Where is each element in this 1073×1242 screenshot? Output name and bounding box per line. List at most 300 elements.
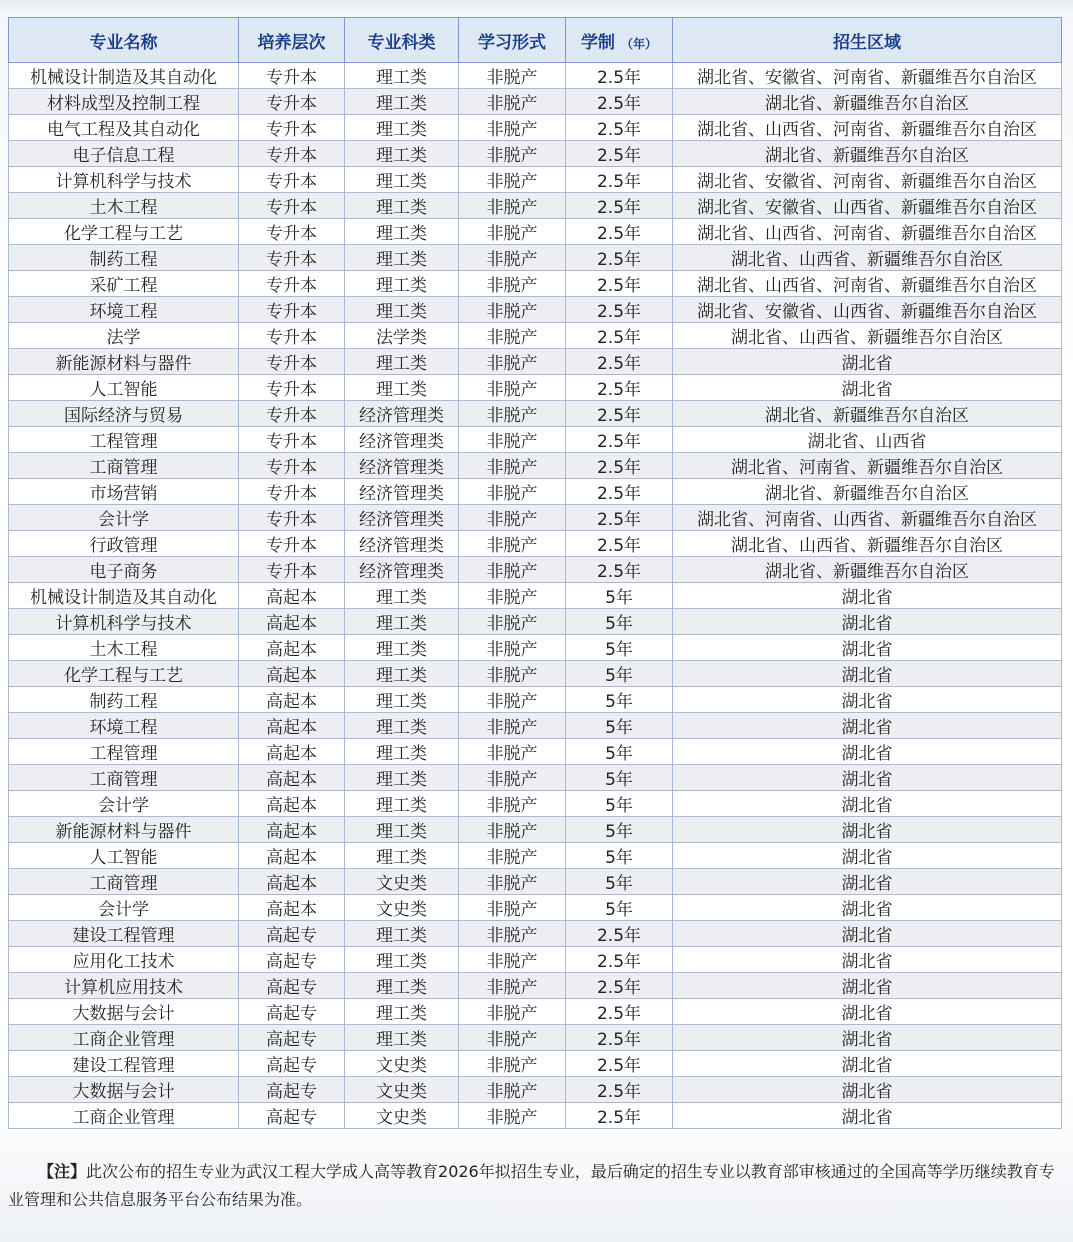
table-row <box>9 1051 1062 1077</box>
cell-study-form: 非脱产 <box>459 921 566 947</box>
table-row <box>9 427 1062 453</box>
cell-level: 高起本 <box>239 713 345 739</box>
cell-duration: 5年 <box>566 765 673 791</box>
table-row <box>9 531 1062 557</box>
cell-study-form: 非脱产 <box>459 635 566 661</box>
footnote-text: 此次公布的招生专业为武汉工程大学成人高等教育2026年拟招生专业，最后确定的招生专业以教育部审核通过的全国高等学历继续教育专业管理和公共信息服务平台公布结果为准。 <box>8 1162 1055 1209</box>
cell-category: 理工类 <box>345 89 459 115</box>
cell-region: 湖北省、山西省、河南省、新疆维吾尔自治区 <box>673 219 1062 245</box>
cell-region: 湖北省、新疆维吾尔自治区 <box>673 89 1062 115</box>
cell-study-form: 非脱产 <box>459 765 566 791</box>
cell-major-name: 电子商务 <box>9 557 239 583</box>
cell-region: 湖北省 <box>673 999 1062 1025</box>
cell-level: 专升本 <box>239 193 345 219</box>
header-major-name: 专业名称 <box>9 18 239 63</box>
cell-major-name: 工商管理 <box>9 453 239 479</box>
cell-category: 理工类 <box>345 739 459 765</box>
cell-level: 专升本 <box>239 375 345 401</box>
cell-duration: 5年 <box>566 895 673 921</box>
header-region: 招生区域 <box>673 18 1062 63</box>
cell-category: 理工类 <box>345 167 459 193</box>
cell-study-form: 非脱产 <box>459 843 566 869</box>
cell-study-form: 非脱产 <box>459 791 566 817</box>
cell-region: 湖北省、山西省、新疆维吾尔自治区 <box>673 245 1062 271</box>
cell-category: 理工类 <box>345 583 459 609</box>
cell-region: 湖北省 <box>673 1051 1062 1077</box>
cell-category: 法学类 <box>345 323 459 349</box>
cell-major-name: 建设工程管理 <box>9 921 239 947</box>
cell-major-name: 会计学 <box>9 505 239 531</box>
cell-duration: 2.5年 <box>566 921 673 947</box>
cell-major-name: 市场营销 <box>9 479 239 505</box>
cell-category: 理工类 <box>345 791 459 817</box>
cell-major-name: 制药工程 <box>9 245 239 271</box>
cell-major-name: 工商管理 <box>9 869 239 895</box>
table-row <box>9 869 1062 895</box>
cell-study-form: 非脱产 <box>459 193 566 219</box>
table-row <box>9 791 1062 817</box>
cell-region: 湖北省、山西省、河南省、新疆维吾尔自治区 <box>673 271 1062 297</box>
cell-region: 湖北省、河南省、山西省、新疆维吾尔自治区 <box>673 505 1062 531</box>
cell-study-form: 非脱产 <box>459 609 566 635</box>
table-row <box>9 89 1062 115</box>
cell-duration: 5年 <box>566 791 673 817</box>
footnote-label: 【注】 <box>38 1162 87 1181</box>
cell-major-name: 工程管理 <box>9 427 239 453</box>
cell-duration: 2.5年 <box>566 245 673 271</box>
cell-category: 文史类 <box>345 1077 459 1103</box>
cell-level: 高起本 <box>239 895 345 921</box>
cell-study-form: 非脱产 <box>459 271 566 297</box>
cell-major-name: 法学 <box>9 323 239 349</box>
cell-level: 专升本 <box>239 557 345 583</box>
table-row <box>9 323 1062 349</box>
cell-level: 高起本 <box>239 869 345 895</box>
enrollment-table <box>8 17 1062 1129</box>
cell-level: 高起本 <box>239 843 345 869</box>
cell-major-name: 行政管理 <box>9 531 239 557</box>
cell-duration: 5年 <box>566 687 673 713</box>
cell-study-form: 非脱产 <box>459 89 566 115</box>
cell-level: 高起本 <box>239 609 345 635</box>
header-duration <box>566 18 673 63</box>
cell-level: 高起专 <box>239 921 345 947</box>
cell-level: 高起本 <box>239 765 345 791</box>
cell-level: 高起专 <box>239 1077 345 1103</box>
cell-level: 专升本 <box>239 401 345 427</box>
cell-duration: 5年 <box>566 583 673 609</box>
cell-study-form: 非脱产 <box>459 947 566 973</box>
cell-duration: 5年 <box>566 869 673 895</box>
cell-study-form: 非脱产 <box>459 895 566 921</box>
cell-study-form: 非脱产 <box>459 479 566 505</box>
cell-study-form: 非脱产 <box>459 505 566 531</box>
cell-study-form: 非脱产 <box>459 167 566 193</box>
cell-major-name: 人工智能 <box>9 375 239 401</box>
cell-duration: 2.5年 <box>566 1077 673 1103</box>
cell-region: 湖北省、山西省、新疆维吾尔自治区 <box>673 531 1062 557</box>
cell-study-form: 非脱产 <box>459 323 566 349</box>
cell-level: 高起本 <box>239 817 345 843</box>
cell-category: 理工类 <box>345 999 459 1025</box>
cell-region: 湖北省 <box>673 921 1062 947</box>
table-row <box>9 297 1062 323</box>
cell-major-name: 计算机科学与技术 <box>9 609 239 635</box>
table-row <box>9 375 1062 401</box>
cell-major-name: 工程管理 <box>9 739 239 765</box>
cell-study-form: 非脱产 <box>459 713 566 739</box>
cell-category: 经济管理类 <box>345 453 459 479</box>
cell-major-name: 采矿工程 <box>9 271 239 297</box>
table-row <box>9 271 1062 297</box>
table-row <box>9 661 1062 687</box>
cell-category: 文史类 <box>345 1103 459 1129</box>
table-row <box>9 635 1062 661</box>
cell-category: 理工类 <box>345 63 459 89</box>
table-row <box>9 141 1062 167</box>
cell-level: 专升本 <box>239 89 345 115</box>
cell-major-name: 建设工程管理 <box>9 1051 239 1077</box>
cell-category: 理工类 <box>345 687 459 713</box>
cell-level: 专升本 <box>239 245 345 271</box>
cell-category: 理工类 <box>345 713 459 739</box>
cell-duration: 5年 <box>566 713 673 739</box>
cell-duration: 5年 <box>566 739 673 765</box>
table-row <box>9 999 1062 1025</box>
cell-study-form: 非脱产 <box>459 141 566 167</box>
cell-major-name: 电气工程及其自动化 <box>9 115 239 141</box>
cell-category: 经济管理类 <box>345 505 459 531</box>
cell-major-name: 新能源材料与器件 <box>9 817 239 843</box>
cell-major-name: 工商企业管理 <box>9 1103 239 1129</box>
cell-region: 湖北省 <box>673 739 1062 765</box>
cell-duration: 2.5年 <box>566 531 673 557</box>
cell-major-name: 人工智能 <box>9 843 239 869</box>
cell-study-form: 非脱产 <box>459 401 566 427</box>
cell-region: 湖北省 <box>673 947 1062 973</box>
cell-study-form: 非脱产 <box>459 687 566 713</box>
table-row <box>9 115 1062 141</box>
cell-category: 经济管理类 <box>345 479 459 505</box>
cell-study-form: 非脱产 <box>459 973 566 999</box>
cell-major-name: 会计学 <box>9 895 239 921</box>
cell-study-form: 非脱产 <box>459 349 566 375</box>
cell-level: 专升本 <box>239 479 345 505</box>
cell-category: 经济管理类 <box>345 401 459 427</box>
cell-study-form: 非脱产 <box>459 1025 566 1051</box>
cell-region: 湖北省、安徽省、山西省、新疆维吾尔自治区 <box>673 297 1062 323</box>
cell-level: 专升本 <box>239 219 345 245</box>
cell-region: 湖北省 <box>673 661 1062 687</box>
cell-category: 理工类 <box>345 661 459 687</box>
header-duration-label: 学制 <box>581 32 616 53</box>
table-row <box>9 817 1062 843</box>
cell-category: 理工类 <box>345 375 459 401</box>
cell-duration: 2.5年 <box>566 557 673 583</box>
table-body <box>9 63 1062 1129</box>
cell-duration: 2.5年 <box>566 999 673 1025</box>
table-row <box>9 167 1062 193</box>
cell-category: 理工类 <box>345 921 459 947</box>
table-row <box>9 895 1062 921</box>
cell-region: 湖北省 <box>673 895 1062 921</box>
cell-region: 湖北省 <box>673 791 1062 817</box>
cell-level: 高起本 <box>239 583 345 609</box>
cell-level: 高起专 <box>239 1103 345 1129</box>
cell-duration: 2.5年 <box>566 271 673 297</box>
cell-category: 理工类 <box>345 349 459 375</box>
cell-duration: 2.5年 <box>566 947 673 973</box>
cell-region: 湖北省 <box>673 869 1062 895</box>
cell-duration: 2.5年 <box>566 297 673 323</box>
cell-category: 经济管理类 <box>345 531 459 557</box>
cell-region: 湖北省 <box>673 973 1062 999</box>
cell-major-name: 环境工程 <box>9 713 239 739</box>
cell-study-form: 非脱产 <box>459 999 566 1025</box>
cell-region: 湖北省 <box>673 1103 1062 1129</box>
cell-region: 湖北省 <box>673 1025 1062 1051</box>
cell-study-form: 非脱产 <box>459 661 566 687</box>
cell-study-form: 非脱产 <box>459 557 566 583</box>
cell-region: 湖北省 <box>673 1077 1062 1103</box>
cell-level: 专升本 <box>239 271 345 297</box>
cell-study-form: 非脱产 <box>459 739 566 765</box>
cell-region: 湖北省、河南省、新疆维吾尔自治区 <box>673 453 1062 479</box>
cell-category: 经济管理类 <box>345 427 459 453</box>
cell-level: 专升本 <box>239 115 345 141</box>
table-row <box>9 843 1062 869</box>
table-row <box>9 1025 1062 1051</box>
cell-category: 理工类 <box>345 817 459 843</box>
table-row <box>9 765 1062 791</box>
cell-duration: 2.5年 <box>566 453 673 479</box>
cell-study-form: 非脱产 <box>459 63 566 89</box>
cell-region: 湖北省 <box>673 843 1062 869</box>
cell-major-name: 新能源材料与器件 <box>9 349 239 375</box>
cell-duration: 2.5年 <box>566 115 673 141</box>
cell-major-name: 机械设计制造及其自动化 <box>9 583 239 609</box>
cell-major-name: 化学工程与工艺 <box>9 219 239 245</box>
cell-category: 理工类 <box>345 1025 459 1051</box>
cell-major-name: 大数据与会计 <box>9 999 239 1025</box>
cell-category: 理工类 <box>345 245 459 271</box>
cell-duration: 2.5年 <box>566 1051 673 1077</box>
cell-level: 专升本 <box>239 297 345 323</box>
cell-region: 湖北省、安徽省、山西省、新疆维吾尔自治区 <box>673 193 1062 219</box>
table-row <box>9 245 1062 271</box>
cell-duration: 2.5年 <box>566 375 673 401</box>
table-row <box>9 973 1062 999</box>
cell-level: 高起本 <box>239 661 345 687</box>
cell-major-name: 机械设计制造及其自动化 <box>9 63 239 89</box>
table-row <box>9 583 1062 609</box>
cell-region: 湖北省、山西省、河南省、新疆维吾尔自治区 <box>673 115 1062 141</box>
table-row <box>9 479 1062 505</box>
cell-region: 湖北省 <box>673 609 1062 635</box>
cell-study-form: 非脱产 <box>459 375 566 401</box>
cell-duration: 2.5年 <box>566 1103 673 1129</box>
cell-category: 理工类 <box>345 115 459 141</box>
cell-level: 专升本 <box>239 167 345 193</box>
table-row <box>9 557 1062 583</box>
cell-region: 湖北省 <box>673 817 1062 843</box>
cell-region: 湖北省、山西省、新疆维吾尔自治区 <box>673 323 1062 349</box>
cell-category: 理工类 <box>345 297 459 323</box>
cell-region: 湖北省、新疆维吾尔自治区 <box>673 479 1062 505</box>
cell-level: 高起专 <box>239 1025 345 1051</box>
enrollment-table-container <box>8 17 1061 1129</box>
cell-duration: 2.5年 <box>566 479 673 505</box>
cell-region: 湖北省、新疆维吾尔自治区 <box>673 141 1062 167</box>
cell-level: 高起本 <box>239 687 345 713</box>
header-study-form: 学习形式 <box>459 18 566 63</box>
cell-study-form: 非脱产 <box>459 453 566 479</box>
cell-major-name: 工商管理 <box>9 765 239 791</box>
cell-study-form: 非脱产 <box>459 1051 566 1077</box>
cell-level: 专升本 <box>239 349 345 375</box>
cell-level: 专升本 <box>239 63 345 89</box>
cell-study-form: 非脱产 <box>459 817 566 843</box>
cell-category: 理工类 <box>345 271 459 297</box>
cell-level: 专升本 <box>239 453 345 479</box>
cell-level: 高起专 <box>239 973 345 999</box>
table-row <box>9 193 1062 219</box>
cell-level: 高起专 <box>239 999 345 1025</box>
cell-study-form: 非脱产 <box>459 531 566 557</box>
header-level: 培养层次 <box>239 18 345 63</box>
cell-duration: 2.5年 <box>566 1025 673 1051</box>
top-shade <box>0 0 1073 16</box>
cell-study-form: 非脱产 <box>459 869 566 895</box>
cell-major-name: 大数据与会计 <box>9 1077 239 1103</box>
cell-study-form: 非脱产 <box>459 245 566 271</box>
cell-category: 文史类 <box>345 1051 459 1077</box>
cell-level: 专升本 <box>239 505 345 531</box>
table-row <box>9 401 1062 427</box>
cell-major-name: 应用化工技术 <box>9 947 239 973</box>
cell-duration: 5年 <box>566 843 673 869</box>
cell-major-name: 计算机科学与技术 <box>9 167 239 193</box>
cell-category: 文史类 <box>345 895 459 921</box>
cell-duration: 2.5年 <box>566 323 673 349</box>
cell-level: 高起专 <box>239 947 345 973</box>
cell-major-name: 电子信息工程 <box>9 141 239 167</box>
cell-major-name: 制药工程 <box>9 687 239 713</box>
cell-study-form: 非脱产 <box>459 115 566 141</box>
cell-category: 理工类 <box>345 609 459 635</box>
cell-level: 专升本 <box>239 141 345 167</box>
table-row <box>9 349 1062 375</box>
header-duration-unit: （年） <box>620 36 657 51</box>
cell-level: 高起本 <box>239 791 345 817</box>
cell-category: 经济管理类 <box>345 557 459 583</box>
cell-major-name: 计算机应用技术 <box>9 973 239 999</box>
cell-level: 高起专 <box>239 1051 345 1077</box>
cell-duration: 2.5年 <box>566 505 673 531</box>
cell-study-form: 非脱产 <box>459 297 566 323</box>
cell-level: 专升本 <box>239 427 345 453</box>
cell-category: 理工类 <box>345 193 459 219</box>
cell-duration: 5年 <box>566 661 673 687</box>
cell-duration: 2.5年 <box>566 89 673 115</box>
cell-duration: 2.5年 <box>566 141 673 167</box>
cell-region: 湖北省 <box>673 765 1062 791</box>
cell-major-name: 化学工程与工艺 <box>9 661 239 687</box>
cell-study-form: 非脱产 <box>459 1077 566 1103</box>
cell-level: 专升本 <box>239 323 345 349</box>
table-row <box>9 713 1062 739</box>
cell-region: 湖北省、山西省 <box>673 427 1062 453</box>
cell-duration: 2.5年 <box>566 63 673 89</box>
table-header-row <box>9 18 1062 63</box>
cell-level: 专升本 <box>239 531 345 557</box>
cell-category: 理工类 <box>345 635 459 661</box>
cell-region: 湖北省 <box>673 635 1062 661</box>
cell-duration: 2.5年 <box>566 167 673 193</box>
cell-region: 湖北省、安徽省、河南省、新疆维吾尔自治区 <box>673 63 1062 89</box>
footnote <box>8 1158 1063 1214</box>
table-row <box>9 1103 1062 1129</box>
cell-region: 湖北省、新疆维吾尔自治区 <box>673 557 1062 583</box>
cell-study-form: 非脱产 <box>459 1103 566 1129</box>
table-row <box>9 63 1062 89</box>
cell-region: 湖北省 <box>673 713 1062 739</box>
cell-region: 湖北省 <box>673 375 1062 401</box>
cell-region: 湖北省、安徽省、河南省、新疆维吾尔自治区 <box>673 167 1062 193</box>
cell-major-name: 材料成型及控制工程 <box>9 89 239 115</box>
cell-duration: 2.5年 <box>566 427 673 453</box>
cell-duration: 2.5年 <box>566 193 673 219</box>
cell-region: 湖北省 <box>673 583 1062 609</box>
cell-category: 理工类 <box>345 973 459 999</box>
cell-category: 理工类 <box>345 843 459 869</box>
table-row <box>9 505 1062 531</box>
cell-study-form: 非脱产 <box>459 219 566 245</box>
cell-duration: 2.5年 <box>566 349 673 375</box>
cell-category: 理工类 <box>345 141 459 167</box>
cell-major-name: 土木工程 <box>9 193 239 219</box>
cell-duration: 5年 <box>566 609 673 635</box>
cell-major-name: 工商企业管理 <box>9 1025 239 1051</box>
cell-duration: 2.5年 <box>566 973 673 999</box>
cell-level: 高起本 <box>239 635 345 661</box>
cell-duration: 2.5年 <box>566 219 673 245</box>
table-row <box>9 739 1062 765</box>
cell-category: 理工类 <box>345 219 459 245</box>
cell-study-form: 非脱产 <box>459 427 566 453</box>
table-row <box>9 609 1062 635</box>
cell-level: 高起本 <box>239 739 345 765</box>
cell-duration: 5年 <box>566 817 673 843</box>
table-row <box>9 921 1062 947</box>
table-row <box>9 1077 1062 1103</box>
table-row <box>9 947 1062 973</box>
cell-major-name: 土木工程 <box>9 635 239 661</box>
table-row <box>9 219 1062 245</box>
table-row <box>9 687 1062 713</box>
cell-major-name: 环境工程 <box>9 297 239 323</box>
cell-region: 湖北省 <box>673 687 1062 713</box>
cell-region: 湖北省、新疆维吾尔自治区 <box>673 401 1062 427</box>
cell-study-form: 非脱产 <box>459 583 566 609</box>
header-category: 专业科类 <box>345 18 459 63</box>
table-row <box>9 453 1062 479</box>
cell-category: 文史类 <box>345 869 459 895</box>
cell-major-name: 会计学 <box>9 791 239 817</box>
cell-category: 理工类 <box>345 947 459 973</box>
cell-major-name: 国际经济与贸易 <box>9 401 239 427</box>
cell-duration: 2.5年 <box>566 401 673 427</box>
